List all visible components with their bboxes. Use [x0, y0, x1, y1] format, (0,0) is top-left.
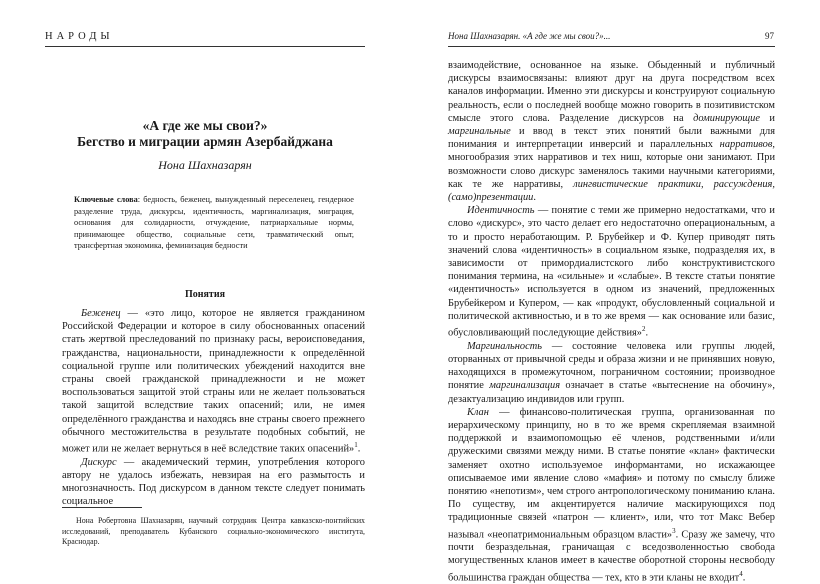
section-heading: Понятия — [184, 289, 226, 300]
definition-refugee: — «это лицо, которое не является гражданином Российской Федерации и которое в силу обоснованных опасений стать жертвой преследований по признаку расы, вероисповедания, гражданства, национальности, принадлежности к определённой социальной группе или политических убеждений находится вне страны своей гражданской принадлежности и не может воспользоваться защитой этой страны или не желает пользоваться такой защитой вследствие таких опасений; или, не имея определённого гражданства и находясь вне страны своего прежнего обычного местожительства в результате подобных событий, не может или не желает вернуться в неё вследствие таких опасений» — [62, 308, 365, 455]
definition-identity: — понятие с теми же примерно недостатками, что и слово «дискурс», это часто делает его недостаточно операциональным, а то и просто неработающим. Р. Брубейкер и Ф. Купер приводят пять значений слова «идентичность» в социальном языке, подразделяя их, в зависимости от примордиалистского либо конструктивистского понимания термина, на «сильные» и «слабые». В тексте статьи понятие «идентичность» используется в одном из значений, предложенных Брубейкером и Купером, — как «продукт, обусловленный социальной и политической активностью, и в то же время — как основание или базис, обусловливающий последующие действия» — [448, 205, 775, 339]
article-title-line-1: «А где же мы свои?» — [142, 118, 268, 133]
text-run: взаимодействие, основанное на языке. Обыденный и публичный дискурсы взаимосвязаны: влияют друг на друга посредством всех каналов информации. Именно эти дискурсы и конструируют социальную реальность, если о последней вообще можно говорить в позитивистском смысле этого слова. Разделение дискурсов на — [448, 60, 775, 124]
text-run: и — [759, 112, 775, 124]
text-run: . Сразу же замечу, что почти безраздельная, граничащая с вседозволенностью свобода могущественных кланов имеет в качестве оборотной стороны несвободу большинства граждан общества — тех, кто в эти кланы не входит — [448, 529, 775, 584]
paragraph-end: . — [357, 443, 361, 455]
paragraph-identity — [448, 204, 775, 340]
paragraph-end: . — [742, 572, 746, 584]
running-head-right: Нона Шахназарян. «А где же мы свои?»... — [448, 31, 611, 41]
paragraph-clan — [448, 406, 775, 584]
text-run: . — [533, 192, 536, 204]
paragraph-discourse-continued — [448, 59, 775, 204]
header-rule-left — [45, 46, 365, 47]
definition-marginality: — состояние человека или группы людей, оторванных от привычной среды и образа жизни и не принявших новую, находящихся в промежуточном, пограничном состоянии; производное понятие — [448, 340, 775, 392]
term-refugee: Беженец — [81, 308, 121, 319]
term-discourse: Дискурс — [81, 456, 117, 468]
footnote-marker-4[interactable]: 4 — [739, 569, 743, 578]
definition-discourse: — академический термин, употребления которого автору не удалось избежать, невзирая на его размытость и многозначность. Под дискурсом в данном тексте следует понимать социальное — [62, 456, 365, 508]
footnote-rule — [62, 507, 142, 508]
term-marginalization: маргинализация — [489, 380, 561, 392]
text-run: означает в статье «вытеснение на обочину», дезактуализацию индивидов или групп. — [448, 380, 775, 405]
page-number-right: 97 — [765, 31, 774, 41]
text-run: и ввод в текст этих понятий были важными для понимания и интерпретации инверсий и параллельных — [448, 126, 775, 151]
paragraph-refugee — [62, 307, 365, 456]
definition-clan: — финансово-политическая группа, организованная по иерархическому принципу, но в то же время скрепляемая взаимной поддержкой и взаимопомощью её членов, родственными и/или дружескими связями между ними. В статье понятие «клан» фактически заменяет охотно используемое информантами, но искажающее описываемое ими явление слово «мафия» и потому по смыслу ближе понятию «непотизм», чем строго антропологическому пониманию клана. По существу, им акцентируется наличие маскирующихся под традиционные связей «патрон — клиент», или, что тот Макс Вебер называл «неопатримониальным образцом власти» — [448, 406, 775, 541]
paragraph-marginality — [448, 340, 775, 406]
body-text-right — [448, 59, 775, 584]
paragraph-end: . — [645, 327, 649, 339]
term-marginality: Маргинальность — [467, 340, 542, 352]
paragraph-discourse — [62, 456, 365, 509]
term-clan: Клан — [467, 406, 489, 418]
article-author: Нона Шахназарян — [158, 158, 252, 172]
author-footnote: Нона Робертовна Шахназарян, научный сотрудник Центра кавказско-понтийских исследований, преподаватель Кубанского социально-экономического института, Краснодар. — [62, 516, 365, 547]
right-page — [410, 0, 820, 584]
term-linguistic-practices: лингвистические практики, рассуждения, (само)презентации — [448, 178, 775, 204]
footnote-marker-2[interactable]: 2 — [642, 325, 646, 334]
header-rule-right — [448, 46, 775, 47]
running-head-left: НАРОДЫ — [45, 31, 114, 42]
footnote-marker-3[interactable]: 3 — [672, 526, 676, 535]
term-dominant: доминирующие — [693, 112, 760, 124]
text-run: , многообразия этих нарративов и тех ниш, которые они занимают. При возможности слово дискурс заменялось такими научными категориями, как те же нарративы, — [448, 139, 775, 190]
term-narratives: нарративов — [719, 139, 773, 151]
keywords-label: Ключевые слова — [74, 195, 138, 204]
article-title-line-2: Бегство и миграции армян Азербайджана — [77, 134, 333, 149]
term-identity: Идентичность — [467, 205, 535, 217]
keywords-text: : бедность, беженец, вынужденный переселенец, гендерное разделение труда, дискурсы, идентичность, маргинализация, миграция, основания для солидарности, отчуждение, патриархальные нормы, принимающее общество, социальные сети, травматический опыт, трансфертная экономика, феминизация бедности — [74, 195, 354, 251]
term-marginal: маргинальные — [448, 126, 511, 138]
left-page — [0, 0, 410, 579]
body-text-left — [62, 307, 365, 509]
footnote-marker-1[interactable]: 1 — [354, 441, 358, 450]
keywords-block — [74, 194, 354, 252]
